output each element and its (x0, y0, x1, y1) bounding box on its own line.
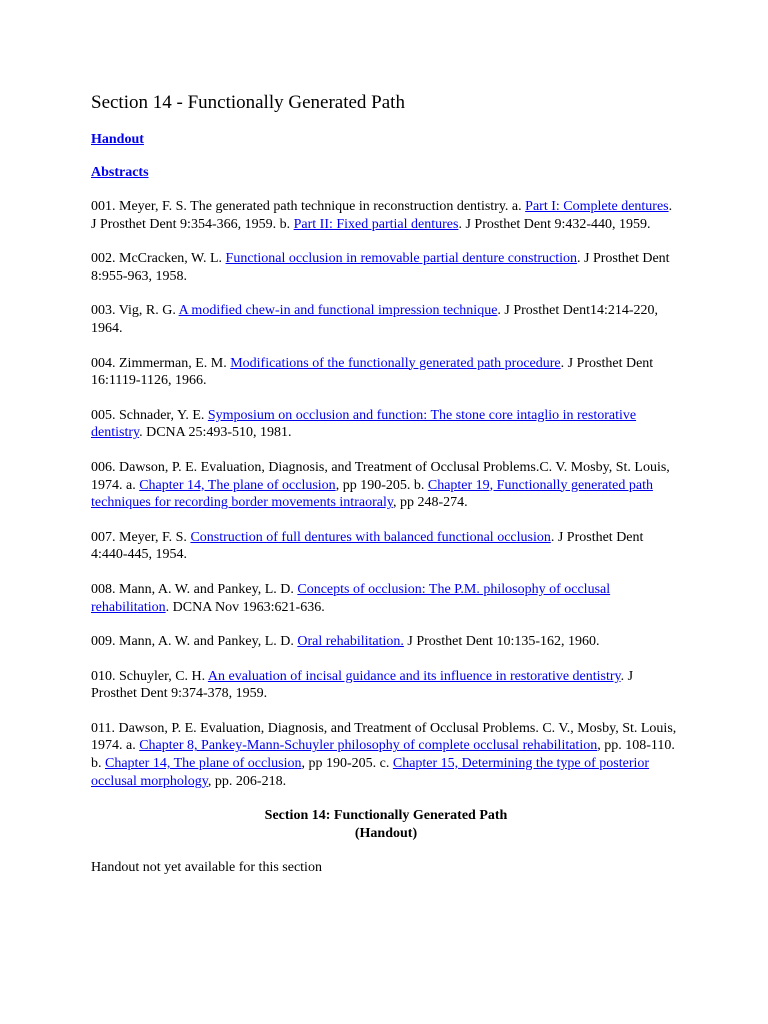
reference-text: 004. Zimmerman, E. M. (91, 355, 231, 371)
reference-text: . DCNA 25:493-510, 1981. (139, 425, 292, 441)
reference-link[interactable]: Functional occlusion in removable partial denture construction (225, 251, 577, 267)
page-title: Section 14 - Functionally Generated Path (91, 92, 405, 113)
reference-item (91, 529, 681, 564)
reference-link[interactable]: Symposium on occlusion and function: The stone core intaglio in restorative dentistry (91, 407, 637, 441)
reference-link[interactable]: An evaluation of incisal guidance and its influence in restorative dentistry (207, 668, 621, 684)
reference-text: . J Prosthet Dent 9:374-378, 1959. (91, 668, 634, 702)
reference-link[interactable]: Chapter 15, Determining the type of posterior occlusal morphology (91, 756, 650, 789)
reference-text: . J Prosthet Dent 9:354-366, 1959. b. (91, 199, 673, 232)
handout-note: Handout not yet available for this section (91, 860, 322, 876)
reference-text: . J Prosthet Dent 9:432-440, 1959. (458, 216, 651, 232)
abstracts-link[interactable]: Abstracts (91, 165, 149, 180)
handout-link[interactable]: Handout (91, 132, 144, 147)
reference-link[interactable]: Concepts of occlusion: The P.M. philosophy of occlusal rehabilitation (91, 581, 611, 615)
reference-text: . DCNA Nov 1963:621-636. (165, 599, 325, 615)
reference-text: J Prosthet Dent 10:135-162, 1960. (403, 634, 600, 650)
reference-item (91, 633, 681, 651)
reference-text: , pp 190-205. c. (301, 756, 393, 772)
reference-text: 009. Mann, A. W. and Pankey, L. D. (91, 634, 298, 650)
reference-text: 003. Vig, R. G. (91, 303, 179, 319)
reference-text: 005. Schnader, Y. E. (91, 407, 208, 423)
reference-item (91, 459, 681, 512)
page-content (91, 92, 681, 877)
footer-title: Section 14: Functionally Generated Path (264, 808, 508, 824)
reference-link[interactable]: Construction of full dentures with balanced functional occlusion (190, 529, 551, 545)
section-footer-heading (91, 807, 681, 842)
reference-item (91, 198, 681, 233)
reference-item (91, 407, 681, 442)
reference-text: 001. Meyer, F. S. The generated path technique in reconstruction dentistry. a. (91, 199, 526, 214)
reference-text: , pp 248-274. (392, 495, 468, 511)
reference-list (91, 198, 681, 790)
reference-link[interactable]: Chapter 14, The plane of occlusion (139, 477, 336, 493)
reference-text: 011. Dawson, P. E. Evaluation, Diagnosis, and Treatment of Occlusal Problems. C. V., Mosby, St. Louis, 1974. a. (91, 720, 677, 754)
reference-link[interactable]: Part II: Fixed partial dentures (293, 216, 459, 232)
reference-text: . J Prosthet Dent14:214-220, 1964. (91, 303, 659, 336)
reference-item (91, 250, 681, 285)
reference-item (91, 720, 681, 790)
reference-link[interactable]: Modifications of the functionally generated path procedure (230, 355, 561, 371)
reference-text: 010. Schuyler, C. H. (91, 668, 208, 684)
reference-item (91, 668, 681, 703)
footer-subtitle: (Handout) (354, 825, 418, 841)
reference-text: 007. Meyer, F. S. (91, 529, 191, 545)
reference-text: , pp. 206-218. (207, 773, 287, 789)
reference-text: 002. McCracken, W. L. (91, 251, 226, 267)
reference-text: , pp. 108-110. b. (91, 738, 675, 772)
reference-link[interactable]: Chapter 14, The plane of occlusion (105, 756, 302, 772)
reference-link[interactable]: A modified chew-in and functional impression technique (178, 303, 498, 319)
reference-item (91, 581, 681, 616)
reference-link[interactable]: Chapter 8, Pankey-Mann-Schuyler philosophy of complete occlusal rehabilitation (139, 738, 598, 754)
reference-text: . J Prosthet Dent 8:955-963, 1958. (91, 251, 670, 284)
reference-text: , pp 190-205. b. (335, 477, 428, 493)
reference-item (91, 302, 681, 337)
reference-text: . J Prosthet Dent 16:1119-1126, 1966. (91, 355, 654, 389)
reference-item (91, 355, 681, 390)
reference-link[interactable]: Oral rehabilitation. (297, 634, 404, 650)
reference-text: 008. Mann, A. W. and Pankey, L. D. (91, 581, 298, 597)
reference-text: . J Prosthet Dent 4:440-445, 1954. (91, 529, 644, 563)
reference-link[interactable]: Part I: Complete dentures (525, 199, 669, 214)
reference-text: 006. Dawson, P. E. Evaluation, Diagnosis, and Treatment of Occlusal Problems.C. V. Mosby, St. Louis, 1974. a. (91, 459, 670, 493)
reference-link[interactable]: Chapter 19, Functionally generated path techniques for recording border movements intraoraly (91, 477, 653, 511)
